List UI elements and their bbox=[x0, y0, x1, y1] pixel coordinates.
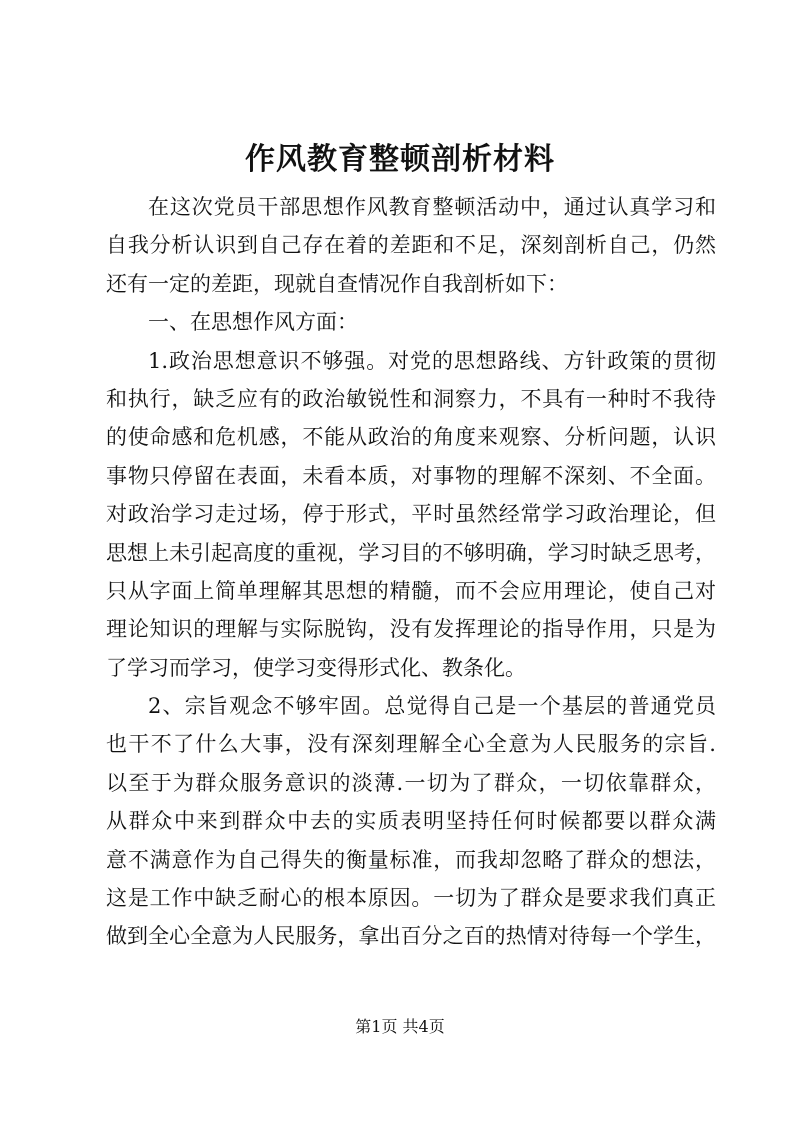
text-line: 做到全心全意为人民服务，拿出百分之百的热情对待每一个学生， bbox=[106, 924, 716, 949]
text-line: 还有一定的差距，现就自查情况作自我剖析如下： bbox=[106, 271, 568, 296]
text-line: 只从字面上简单理解其思想的精髓，而不会应用理论，使自己对 bbox=[106, 578, 716, 603]
text-line: 和执行，缺乏应有的政治敏锐性和洞察力，不具有一种时不我待 bbox=[106, 386, 716, 411]
text-line: 在这次党员干部思想作风教育整顿活动中，通过认真学习和 bbox=[148, 195, 716, 219]
text-line: 以至于为群众服务意识的淡薄.一切为了群众，一切依靠群众， bbox=[106, 770, 716, 795]
text-line: 思想上未引起高度的重视，学习目的不够明确，学习时缺乏思考， bbox=[106, 540, 716, 565]
body-text bbox=[106, 188, 716, 956]
text-line: 这是工作中缺乏耐心的根本原因。一切为了群众是要求我们真正 bbox=[106, 886, 716, 911]
text-line: 理论知识的理解与实际脱钩，没有发挥理论的指导作用，只是为 bbox=[106, 617, 716, 642]
text-line: 也干不了什么大事，没有深刻理解全心全意为人民服务的宗旨. bbox=[106, 732, 716, 757]
text-line: 的使命感和危机感，不能从政治的角度来观察、分析问题，认识 bbox=[106, 425, 716, 450]
text-line: 2、宗旨观念不够牢固。总觉得自己是一个基层的普通党员 bbox=[148, 694, 716, 719]
text-line: 对政治学习走过场，停于形式，平时虽然经常学习政治理论，但 bbox=[106, 502, 716, 527]
page-number-footer: 第1页 共4页 bbox=[355, 1017, 445, 1036]
section-heading: 一、在思想作风方面： bbox=[148, 310, 358, 335]
text-line: 意不满意作为自己得失的衡量标准，而我却忽略了群众的想法， bbox=[106, 847, 716, 872]
text-line: 从群众中来到群众中去的实质表明坚持任何时候都要以群众满 bbox=[106, 809, 716, 834]
text-line: 了学习而学习，使学习变得形式化、教条化。 bbox=[106, 655, 526, 680]
text-line: 自我分析认识到自己存在着的差距和不足，深刻剖析自己，仍然 bbox=[106, 233, 716, 258]
page-title: 作风教育整顿剖析材料 bbox=[245, 142, 555, 177]
text-line: 事物只停留在表面，未看本质，对事物的理解不深刻、不全面。 bbox=[106, 463, 716, 488]
text-line: 1.政治思想意识不够强。对党的思想路线、方针政策的贯彻 bbox=[148, 348, 716, 373]
